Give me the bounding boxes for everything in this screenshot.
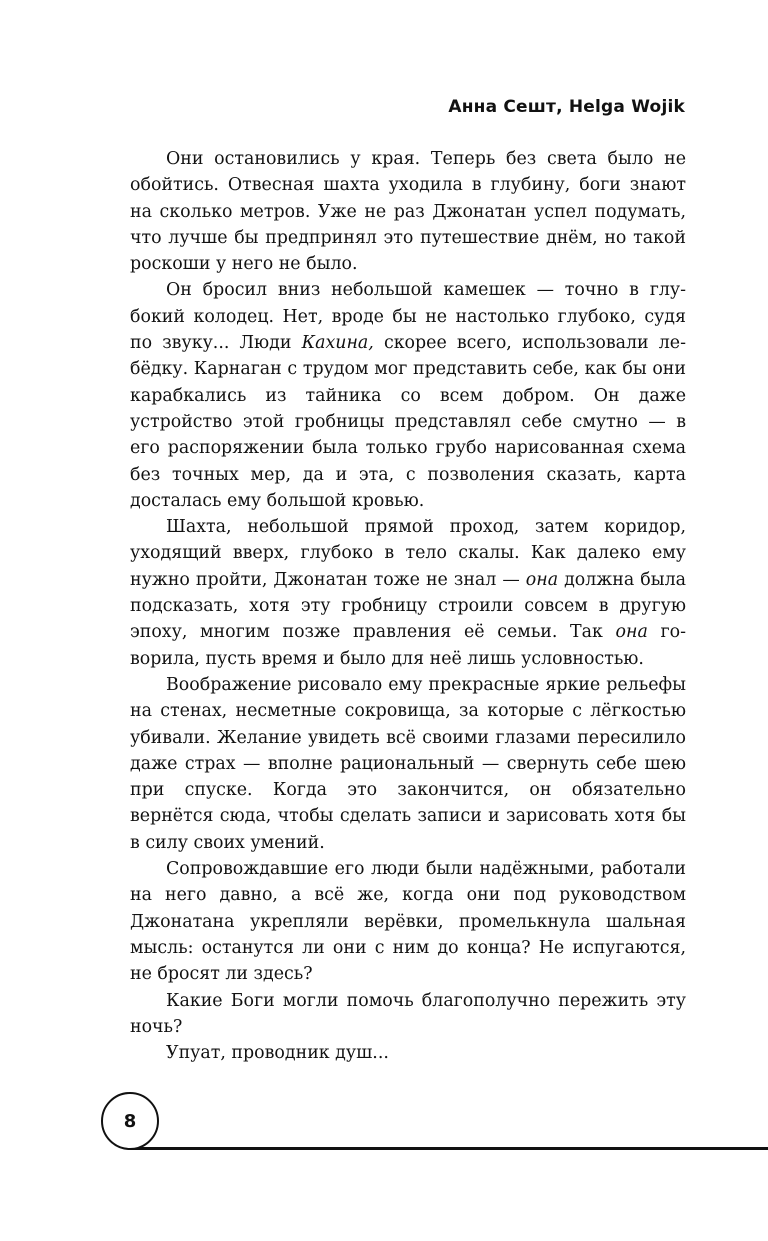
paragraph: Воображение рисовало ему прекрасные яркие рельефы на стенах, несметные сокровища, за которые с лёгкостью убивали. Желание увидеть всё своими глазами пересилило даже страх — вполне рациональный — свернуть себе шею при спуске. Когда это закончится, он обязательно вернётся сюда, чтобы сделать записи и зарисовать хотя бы в силу своих умений.: [130, 674, 686, 853]
body-text: [130, 146, 686, 1066]
paragraph: Он бросил вниз небольшой камешек — точно в глубокий колодец. Нет, вроде бы не настолько глубоко, судя по звуку... Люди Кахина, скорее всего, использовали лебёдку. Карнаган с трудом мог представить себе, как бы они карабкались из тайника со всем добром. Он даже устройство этой гробницы представлял себе смутно — в его распоряжении была только грубо нарисованная схема без точных мер, да и эта, с позволения сказать, карта досталась ему большой кровью.: [130, 280, 686, 511]
running-header: Анна Сешт, Helga Wojik: [448, 97, 685, 117]
paragraph: Шахта, небольшой прямой проход, затем коридор, уходящий вверх, глубоко в тело скалы. Как далеко ему нужно пройти, Джонатан тоже не знал — она должна была подсказать, хотя эту гробницу строили совсем в другую эпоху, многим позже правления её семьи. Так она говорила, пусть время и было для неё лишь условностью.: [130, 517, 686, 669]
footer-rule: [128, 1147, 768, 1150]
page-number: 8: [101, 1092, 159, 1150]
paragraph: Сопровождавшие его люди были надёжными, работали на него давно, а всё же, когда они под руководством Джонатана укрепляли верёвки, промелькнула шальная мысль: останутся ли они с ним до конца? Не испугаются, не бросят ли здесь?: [130, 859, 686, 985]
paragraph: Упуат, проводник душ...: [166, 1043, 389, 1064]
paragraph: Какие Боги могли помочь благополучно пережить эту ночь?: [130, 990, 686, 1037]
paragraph: Они остановились у края. Теперь без света было не обойтись. Отвесная шахта уходила в глубину, боги знают на сколько метров. Уже не раз Джонатан успел подумать, что лучше бы предпринял это путешествие днём, но такой роскоши у него не было.: [130, 149, 686, 275]
